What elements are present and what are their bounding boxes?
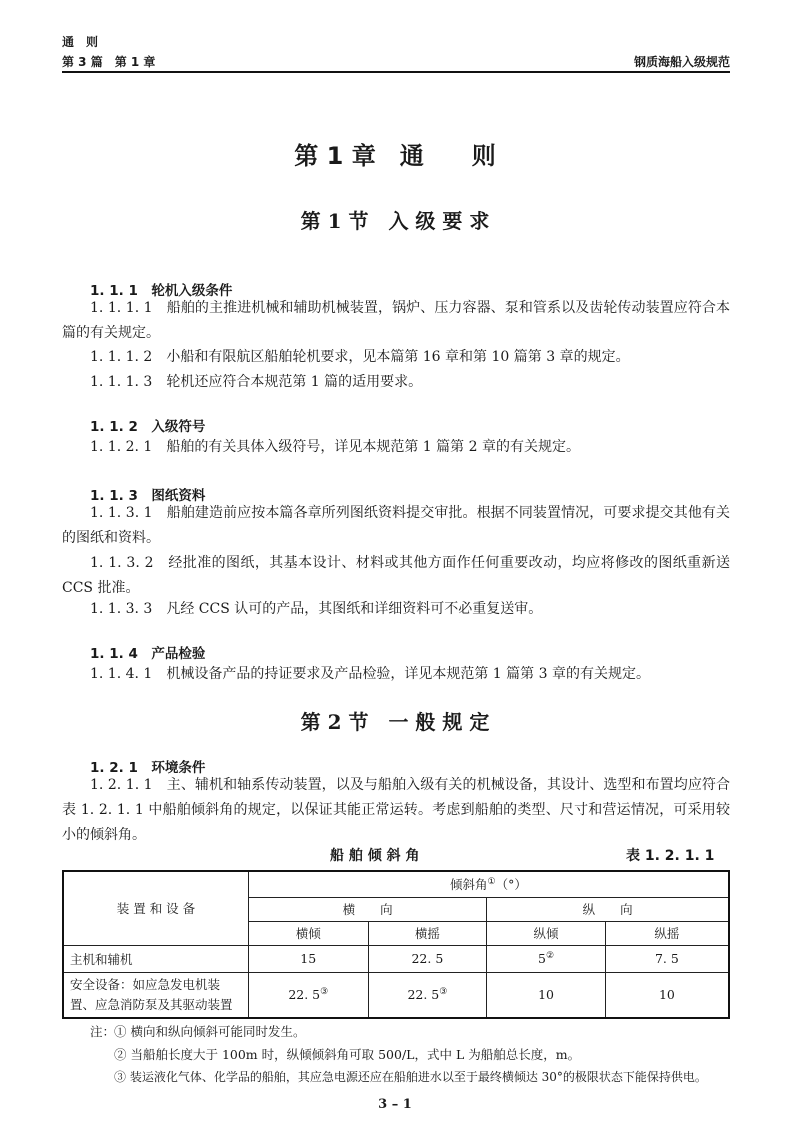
para-1-1-1-2: 1. 1. 1. 2 小船和有限航区船舶轮机要求，见本篇第 16 章和第 10 篇第 3 章的规定。 xyxy=(90,349,630,365)
heading-1-2-1: 1. 2. 1 环境条件 xyxy=(90,760,206,776)
footnote-ref-3: ③ xyxy=(439,987,448,998)
heading-1-1-3: 1. 1. 3 图纸资料 xyxy=(90,488,206,504)
cell-heel: 15 xyxy=(248,945,368,972)
table-header-transverse: 横 向 xyxy=(248,897,486,921)
cell-roll: 22. 5③ xyxy=(368,972,487,1018)
cell-roll: 22. 5 xyxy=(368,945,487,972)
para-1-1-2-1: 1. 1. 2. 1 船舶的有关具体入级符号，详见本规范第 1 篇第 2 章的有关规定。 xyxy=(90,439,580,455)
para-1-1-3-2: 1. 1. 3. 2 经批准的图纸，其基本设计、材料或其他方面作任何重要改动，均应将修改的图纸重新送 CCS 批准。 xyxy=(62,555,730,596)
table-header-pitch: 纵摇 xyxy=(605,921,729,945)
header-part-label: 第 3 篇 第 1 章 xyxy=(62,55,156,69)
para-1-1-4-1: 1. 1. 4. 1 机械设备产品的持证要求及产品检验，详见本规范第 1 篇第 3 章的有关规定。 xyxy=(90,666,650,682)
table-header-equipment: 装 置 和 设 备 xyxy=(63,871,248,945)
para-1-1-1-1: 1. 1. 1. 1 船舶的主推进机械和辅助机械装置，锅炉、压力容器、泵和管系以及齿轮传动装置应符合本篇的有关规定。 xyxy=(62,300,730,341)
heading-1-1-4: 1. 1. 4 产品检验 xyxy=(90,646,206,662)
row-label-main-aux: 主机和辅机 xyxy=(63,945,248,972)
table-caption: 船 舶 倾 斜 角 xyxy=(330,848,420,864)
note-1: ① 横向和纵向倾斜可能同时发生。 xyxy=(114,1024,306,1039)
para-1-1-3-1: 1. 1. 3. 1 船舶建造前应按本篇各章所列图纸资料提交审批。根据不同装置情况，可要求提交其他有关的图纸和资料。 xyxy=(62,505,730,546)
note-2: ② 当船舶长度大于 100m 时，纵倾倾斜角可取 500/L，式中 L 为船舶总长度，m。 xyxy=(114,1047,581,1062)
table-header-angle-text: 倾斜角 xyxy=(450,877,488,893)
heading-1-1-2: 1. 1. 2 入级符号 xyxy=(90,419,206,435)
table-header-longitudinal: 纵 向 xyxy=(487,897,729,921)
footnote-ref-1: ① xyxy=(487,877,496,888)
cell-trim: 5② xyxy=(487,945,606,972)
heading-1-1-1: 1. 1. 1 轮机入级条件 xyxy=(90,283,233,299)
inclination-table xyxy=(62,870,730,1019)
row-label-safety xyxy=(63,972,248,1018)
notes-prefix: 注： xyxy=(90,1024,116,1039)
row-label-safety-line1: 安全设备：如应急发电机装 xyxy=(70,976,221,992)
table-header-angle-unit: （°） xyxy=(495,877,527,893)
table-header-trim: 纵倾 xyxy=(487,921,606,945)
cell-pitch: 10 xyxy=(605,972,729,1018)
row-label-safety-line2: 置、应急消防泵及其驱动装置 xyxy=(70,996,233,1012)
note-3: ③ 装运液化气体、化学品的船舶，其应急电源还应在船舶进水以至于最终横倾达 30°的极限状态下能保持供电。 xyxy=(114,1070,707,1084)
footnote-ref-3: ③ xyxy=(320,987,329,998)
table-row xyxy=(63,945,729,972)
table-header-heel: 横倾 xyxy=(248,921,368,945)
table-header-angle xyxy=(248,871,729,897)
section-1-title: 第 1 节 入 级 要 求 xyxy=(300,209,490,233)
cell-trim: 10 xyxy=(487,972,606,1018)
cell-heel: 22. 5③ xyxy=(248,972,368,1018)
header-book-title: 钢质海船入级规范 xyxy=(633,55,730,69)
cell-pitch: 7. 5 xyxy=(605,945,729,972)
footnote-ref-2: ② xyxy=(545,950,555,961)
chapter-title: 第 1 章 通 则 xyxy=(294,142,496,170)
para-1-1-1-3: 1. 1. 1. 3 轮机还应符合本规范第 1 篇的适用要求。 xyxy=(90,374,423,390)
para-1-1-3-3: 1. 1. 3. 3 凡经 CCS 认可的产品，其图纸和详细资料可不必重复送审。 xyxy=(90,601,543,617)
page-number: 3 – 1 xyxy=(378,1097,412,1112)
header-rule xyxy=(62,71,730,73)
table-row xyxy=(63,972,729,1018)
header-chapter-label: 通 则 xyxy=(62,35,99,49)
section-2-title: 第 2 节 一 般 规 定 xyxy=(300,710,490,734)
table-number: 表 1. 2. 1. 1 xyxy=(626,848,715,864)
para-1-2-1-1: 1. 2. 1. 1 主、辅机和轴系传动装置，以及与船舶入级有关的机械设备，其设计、选型和布置均应符合表 1. 2. 1. 1 中船舶倾斜角的规定，以保证其能正常运转。考虑到船舶的类型、尺寸和营运情况，可采用较小的倾斜角。 xyxy=(62,777,730,843)
table-header-roll: 横摇 xyxy=(368,921,487,945)
